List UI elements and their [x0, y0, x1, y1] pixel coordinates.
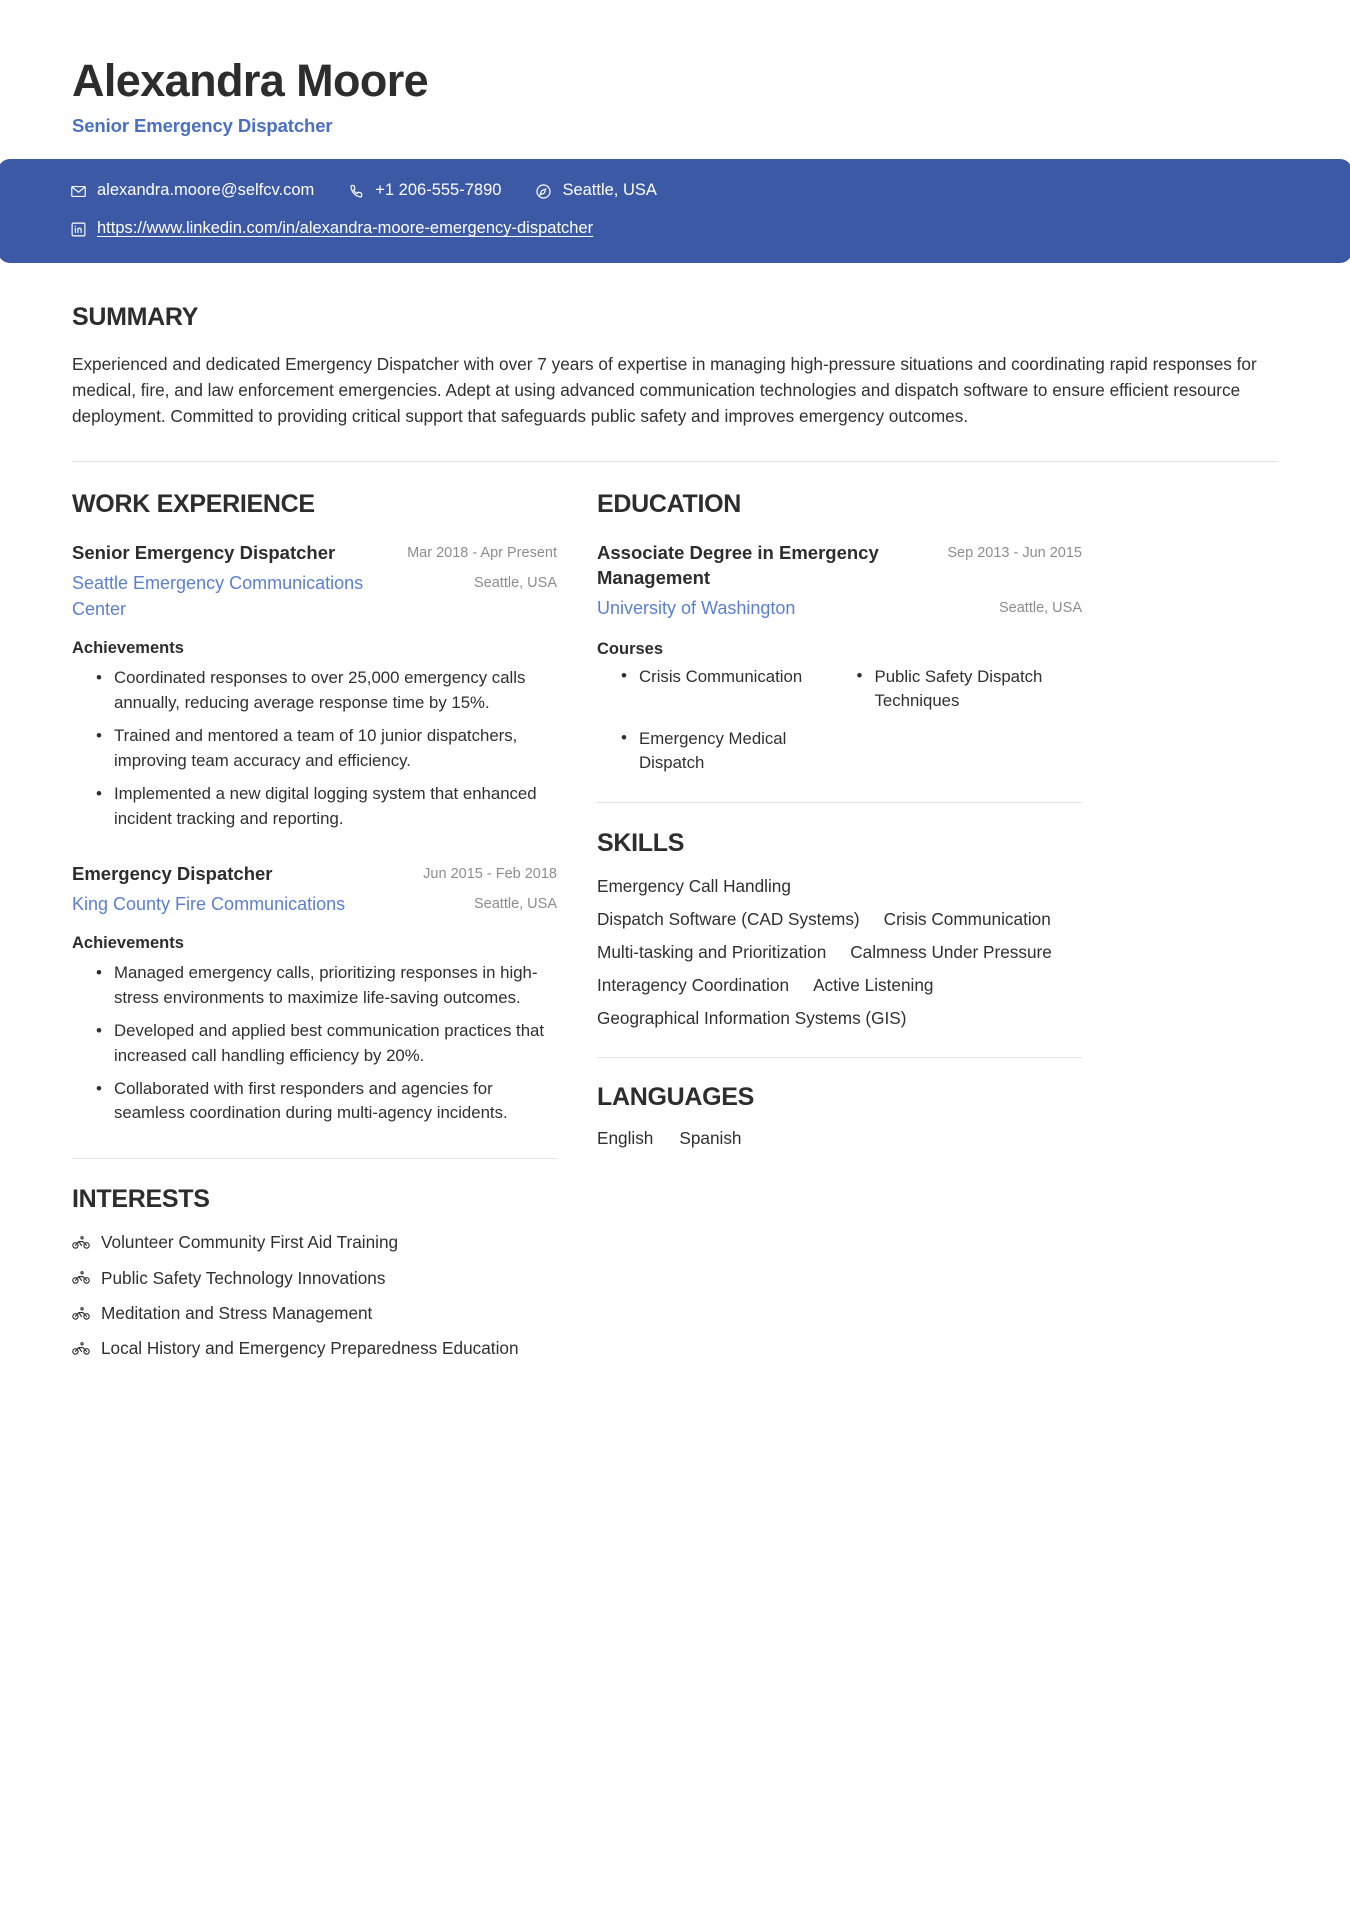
education-institution: University of Washington: [597, 598, 796, 619]
contact-location: [535, 181, 656, 201]
courses-grid: [597, 665, 1082, 776]
bicycle-icon: [72, 1306, 90, 1320]
course-item: • Public Safety Dispatch Techniques: [857, 665, 1083, 713]
phone-icon: [348, 183, 365, 200]
skills-section: [597, 803, 1082, 1030]
course-item: • Crisis Communication: [621, 665, 847, 713]
contact-phone[interactable]: [348, 181, 501, 201]
interest-item: [72, 1231, 557, 1253]
interest-label: Meditation and Stress Management: [101, 1303, 373, 1324]
course-item: • Emergency Medical Dispatch: [621, 727, 847, 775]
work-experience-title: WORK EXPERIENCE: [72, 490, 315, 519]
language-item: Spanish: [679, 1128, 742, 1149]
achievement-item: • Coordinated responses to over 25,000 emergency calls annually, reducing average response time by 15%.: [96, 666, 557, 716]
achievements-list: [72, 666, 557, 831]
interests-list: [72, 1231, 557, 1359]
location-pin-icon: [535, 183, 552, 200]
bicycle-icon: [72, 1271, 90, 1285]
achievements-label: Achievements: [72, 639, 184, 658]
education-section: [597, 490, 1082, 775]
bicycle-icon: [72, 1342, 90, 1356]
skill-item: Active Listening: [813, 974, 934, 995]
interest-label: Local History and Emergency Preparedness Education: [101, 1338, 519, 1359]
contact-row-secondary: [70, 219, 1280, 239]
contact-location-text: Seattle, USA: [562, 181, 657, 200]
work-entry-sub: [72, 892, 557, 918]
left-column: [72, 490, 557, 1359]
interests-section: [72, 1159, 557, 1359]
work-organization: Seattle Emergency Communications Center: [72, 573, 364, 619]
languages-title: LANGUAGES: [597, 1083, 755, 1112]
summary-section: [72, 263, 1278, 429]
candidate-name: Alexandra Moore: [72, 55, 429, 106]
interest-item: [72, 1337, 557, 1359]
work-experience-section: [72, 490, 557, 1126]
contact-email-text: alexandra.moore@selfcv.com: [97, 181, 315, 200]
work-entry-head: [72, 862, 557, 887]
courses-label: Courses: [597, 639, 664, 658]
skills-list: [597, 874, 1067, 1030]
right-column: [597, 490, 1082, 1149]
interests-title: INTERESTS: [72, 1185, 210, 1214]
skill-item: Dispatch Software (CAD Systems): [597, 908, 860, 929]
achievements-list: [72, 961, 557, 1126]
work-date: Mar 2018 - Apr Present: [407, 545, 557, 562]
work-location: Seattle, USA: [473, 895, 557, 912]
work-entry-sub: [72, 571, 557, 622]
achievements-label: Achievements: [72, 934, 184, 953]
contact-email[interactable]: [70, 181, 314, 201]
interest-label: Volunteer Community First Aid Training: [101, 1232, 399, 1253]
languages-section: [597, 1058, 1082, 1149]
summary-title: SUMMARY: [72, 302, 199, 331]
achievement-item: • Managed emergency calls, prioritizing responses in high-stress environments to maximize life-saving outcomes.: [96, 961, 557, 1011]
candidate-job-title: Senior Emergency Dispatcher: [72, 115, 333, 137]
work-location: Seattle, USA: [473, 575, 557, 592]
language-item: English: [597, 1128, 654, 1149]
resume-header: [0, 0, 1350, 159]
education-date: Sep 2013 - Jun 2015: [947, 545, 1082, 562]
envelope-icon: [70, 183, 87, 200]
education-entry-sub: [597, 596, 1082, 622]
skill-item: Crisis Communication: [883, 908, 1051, 929]
skill-item: Emergency Call Handling: [597, 875, 791, 896]
achievement-item: • Implemented a new digital logging system that enhanced incident tracking and reporting.: [96, 782, 557, 832]
skill-item: Interagency Coordination: [597, 974, 790, 995]
linkedin-icon: [70, 221, 87, 238]
achievement-item: • Trained and mentored a team of 10 junior dispatchers, improving team accuracy and efficiency.: [96, 724, 557, 774]
resume-body: [0, 263, 1350, 1360]
skill-item: Multi-tasking and Prioritization: [597, 941, 827, 962]
contact-bar: [0, 159, 1350, 263]
work-organization: King County Fire Communications: [72, 893, 346, 914]
contact-linkedin[interactable]: [70, 219, 593, 239]
education-degree: Associate Degree in Emergency Management: [597, 542, 879, 589]
work-entry: [72, 541, 557, 831]
achievement-item: • Developed and applied best communication practices that increased call handling efficiency by 20%.: [96, 1019, 557, 1069]
work-entry: [72, 862, 557, 1127]
contact-row-primary: [70, 181, 1280, 201]
achievement-item: • Collaborated with first responders and agencies for seamless coordination during multi-agency incidents.: [96, 1077, 557, 1127]
skills-title: SKILLS: [597, 828, 685, 857]
contact-phone-text: +1 206-555-7890: [375, 181, 502, 200]
interest-item: [72, 1302, 557, 1324]
interest-item: [72, 1267, 557, 1289]
interest-label: Public Safety Technology Innovations: [101, 1267, 386, 1288]
education-entry-head: [597, 541, 1082, 591]
skill-item: Geographical Information Systems (GIS): [597, 1007, 907, 1028]
education-location: Seattle, USA: [998, 600, 1082, 617]
languages-list: [597, 1128, 1082, 1149]
bicycle-icon: [72, 1235, 90, 1249]
work-position: Emergency Dispatcher: [72, 862, 273, 884]
two-column-body: [72, 462, 1278, 1359]
skill-item: Calmness Under Pressure: [850, 941, 1052, 962]
contact-linkedin-text[interactable]: https://www.linkedin.com/in/alexandra-moore-emergency-dispatcher: [97, 219, 594, 238]
work-position: Senior Emergency Dispatcher: [72, 542, 336, 564]
work-date: Jun 2015 - Feb 2018: [423, 865, 557, 882]
education-title: EDUCATION: [597, 490, 742, 519]
education-entry: [597, 541, 1082, 775]
work-entry-head: [72, 541, 557, 566]
summary-text: Experienced and dedicated Emergency Dispatcher with over 7 years of expertise in managing high-pressure situations and coordinating rapid responses for medical, fire, and law enforcement emergencies. Adept at using advanced communication technologies and dispatch software to ensure efficient resource deployment. Committed to providing critical support that safeguards public safety and improves emergency outcomes.: [72, 353, 1257, 427]
